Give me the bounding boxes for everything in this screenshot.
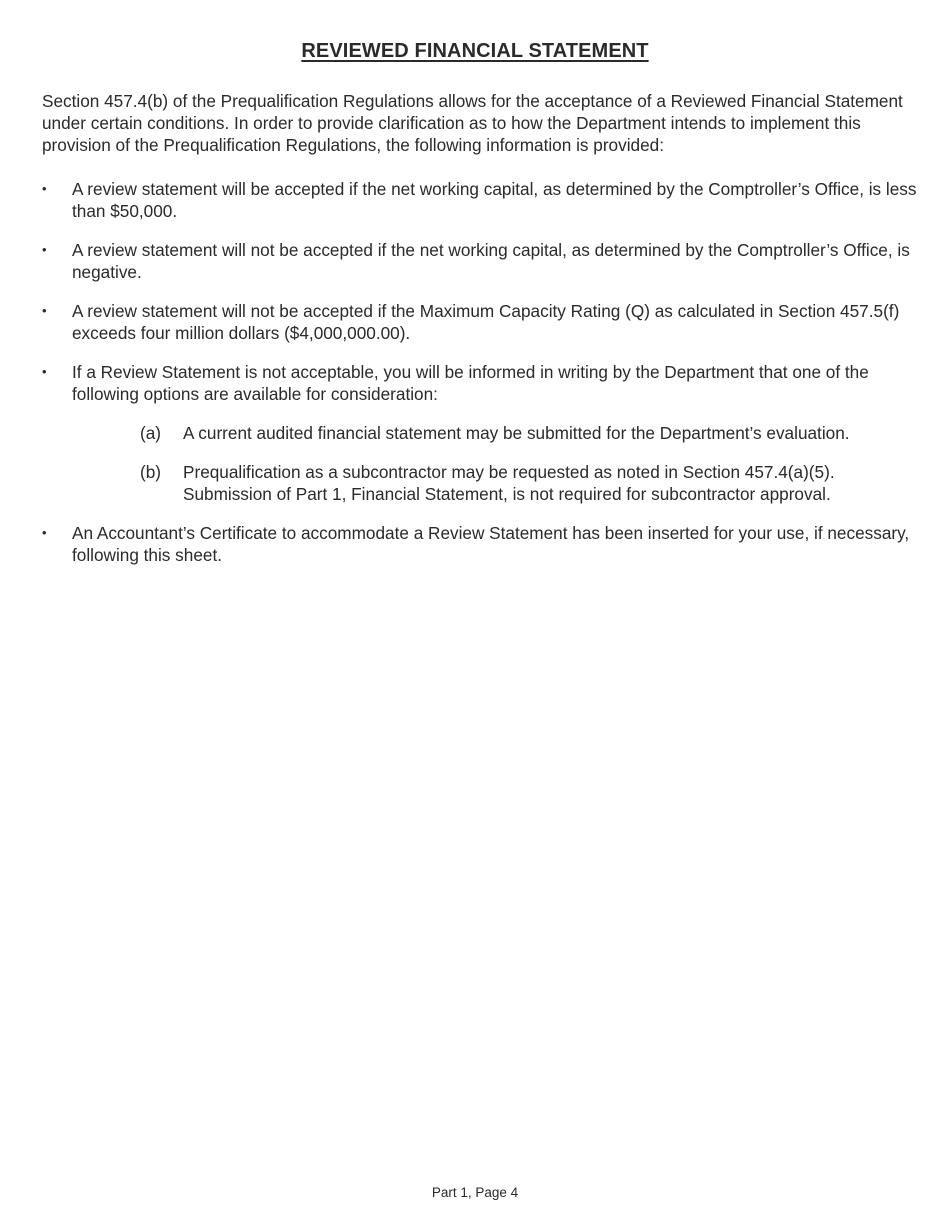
list-item-text: A review statement will not be accepted if the net working capital, as determined by the Comptroller’s Office, is negative. [72, 240, 910, 282]
bullet-icon: • [42, 525, 47, 540]
list-item-text: A review statement will not be accepted if the Maximum Capacity Rating (Q) as calculated in Section 457.5(f) exceeds four million dollars ($4,000,000.00). [72, 301, 900, 343]
page-title: REVIEWED FINANCIAL STATEMENT [301, 40, 649, 62]
option-label: (a) [140, 423, 162, 443]
option-item [72, 422, 917, 444]
conditions-list [42, 178, 917, 583]
bullet-icon: • [42, 364, 47, 379]
bullet-icon: • [42, 181, 47, 196]
list-item [42, 361, 917, 505]
option-text: A current audited financial statement may be submitted for the Department’s evaluation. [183, 423, 850, 443]
options-list [72, 422, 917, 505]
page-footer: Part 1, Page 4 [431, 1185, 519, 1200]
list-item-text: If a Review Statement is not acceptable, you will be informed in writing by the Department that one of the following options are available for consideration: [72, 362, 869, 404]
option-item [72, 461, 917, 505]
intro-paragraph: Section 457.4(b) of the Prequalification Regulations allows for the acceptance of a Reviewed Financial Statement under certain conditions. In order to provide clarification as to how the Department intends to implement this provision of the Prequalification Regulations, the following information is provided: [42, 91, 903, 155]
list-item [42, 178, 917, 222]
option-text: Prequalification as a subcontractor may be requested as noted in Section 457.4(a)(5). Submission of Part 1, Financial Statement, is not required for subcontractor approval. [183, 462, 835, 504]
list-item [42, 239, 917, 283]
option-label: (b) [140, 462, 162, 482]
list-item-text: A review statement will be accepted if the net working capital, as determined by the Comptroller’s Office, is less than $50,000. [72, 179, 917, 221]
bullet-icon: • [42, 242, 47, 257]
list-item [42, 300, 917, 344]
bullet-icon: • [42, 303, 47, 318]
list-item [42, 522, 917, 566]
list-item-text: An Accountant’s Certificate to accommodate a Review Statement has been inserted for your use, if necessary, following this sheet. [72, 523, 910, 565]
